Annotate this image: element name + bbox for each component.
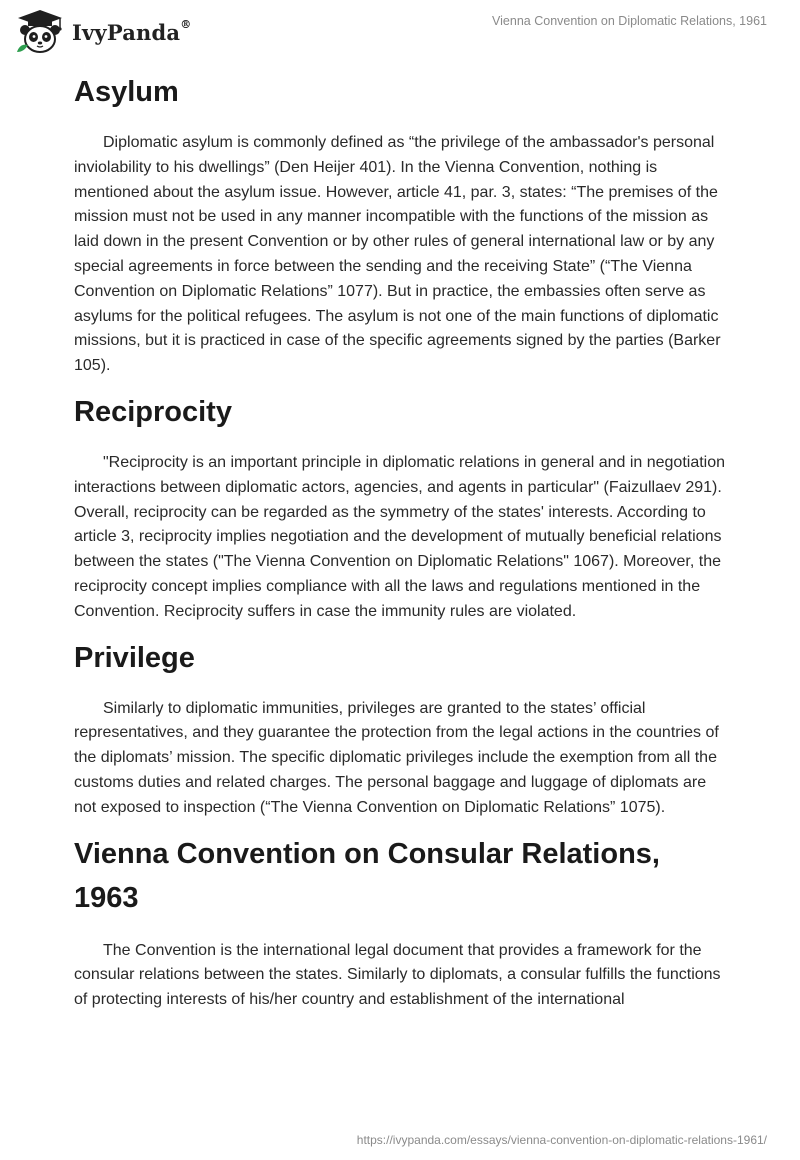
page-header (0, 0, 800, 62)
source-url-link[interactable]: https://ivypanda.com/essays/vienna-convention-on-diplomatic-relations-1961/ (356, 1133, 767, 1147)
section-heading-consular-relations: Vienna Convention on Consular Relations, 1963 (74, 837, 660, 914)
section-paragraph-privilege: Similarly to diplomatic immunities, privileges are granted to the states’ official representatives, and they guarantee the protection from the legal actions in the countries of the diplomats’ mission. The specific diplomatic privileges include the exemption from all the customs duties and related charges. The personal baggage and luggage of diplomats are not exposed to inspection (“The Vienna Convention on Diplomatic Relations” 1075). (74, 699, 719, 816)
article-body (74, 70, 730, 1013)
document-title: Vienna Convention on Diplomatic Relations, 1961 (492, 14, 767, 28)
section-paragraph-reciprocity: "Reciprocity is an important principle in diplomatic relations in general and in negotiation interactions between diplomatic actors, agencies, and agents in particular" (Faizullaev 291). Overall, reciprocity can be regarded as the symmetry of the states' interests. According to article 3, reciprocity implies negotiation and the development of mutually beneficial relations between the states ("The Vienna Convention on Diplomatic Relations" 1067). Moreover, the reciprocity concept implies compliance with all the laws and regulations mentioned in the Convention. Reciprocity suffers in case the immunity rules are violated. (74, 453, 726, 620)
panda-graduate-logo-icon (14, 8, 66, 56)
section-paragraph-consular-relations: The Convention is the international legal document that provides a framework for the consular relations between the states. Similarly to diplomats, a consular fulfills the functions of protecting interests of his/her country and establishment of the international (74, 941, 721, 1009)
section-heading-privilege: Privilege (74, 641, 195, 674)
section-paragraph-asylum: Diplomatic asylum is commonly defined as “the privilege of the ambassador's personal inviolability to his dwellings” (Den Heijer 401). In the Vienna Convention, nothing is mentioned about the asylum issue. However, article 41, par. 3, states: “The premises of the mission must not be used in any manner incompatible with the functions of the mission as laid down in the present Convention or by other rules of general international law or by any special agreements in force between the sending and the receiving State” (“The Vienna Convention on Diplomatic Relations” 1077). But in practice, the embassies often serve as asylums for the political refugees. The asylum is not one of the main functions of diplomatic missions, but it is practiced in case of the specific agreements signed by the parties (Barker 105). (74, 134, 721, 375)
brand-name: IvyPanda® (72, 17, 192, 45)
section-heading-reciprocity: Reciprocity (74, 395, 232, 428)
brand-logo[interactable] (14, 8, 191, 56)
section-heading-asylum: Asylum (74, 76, 179, 108)
